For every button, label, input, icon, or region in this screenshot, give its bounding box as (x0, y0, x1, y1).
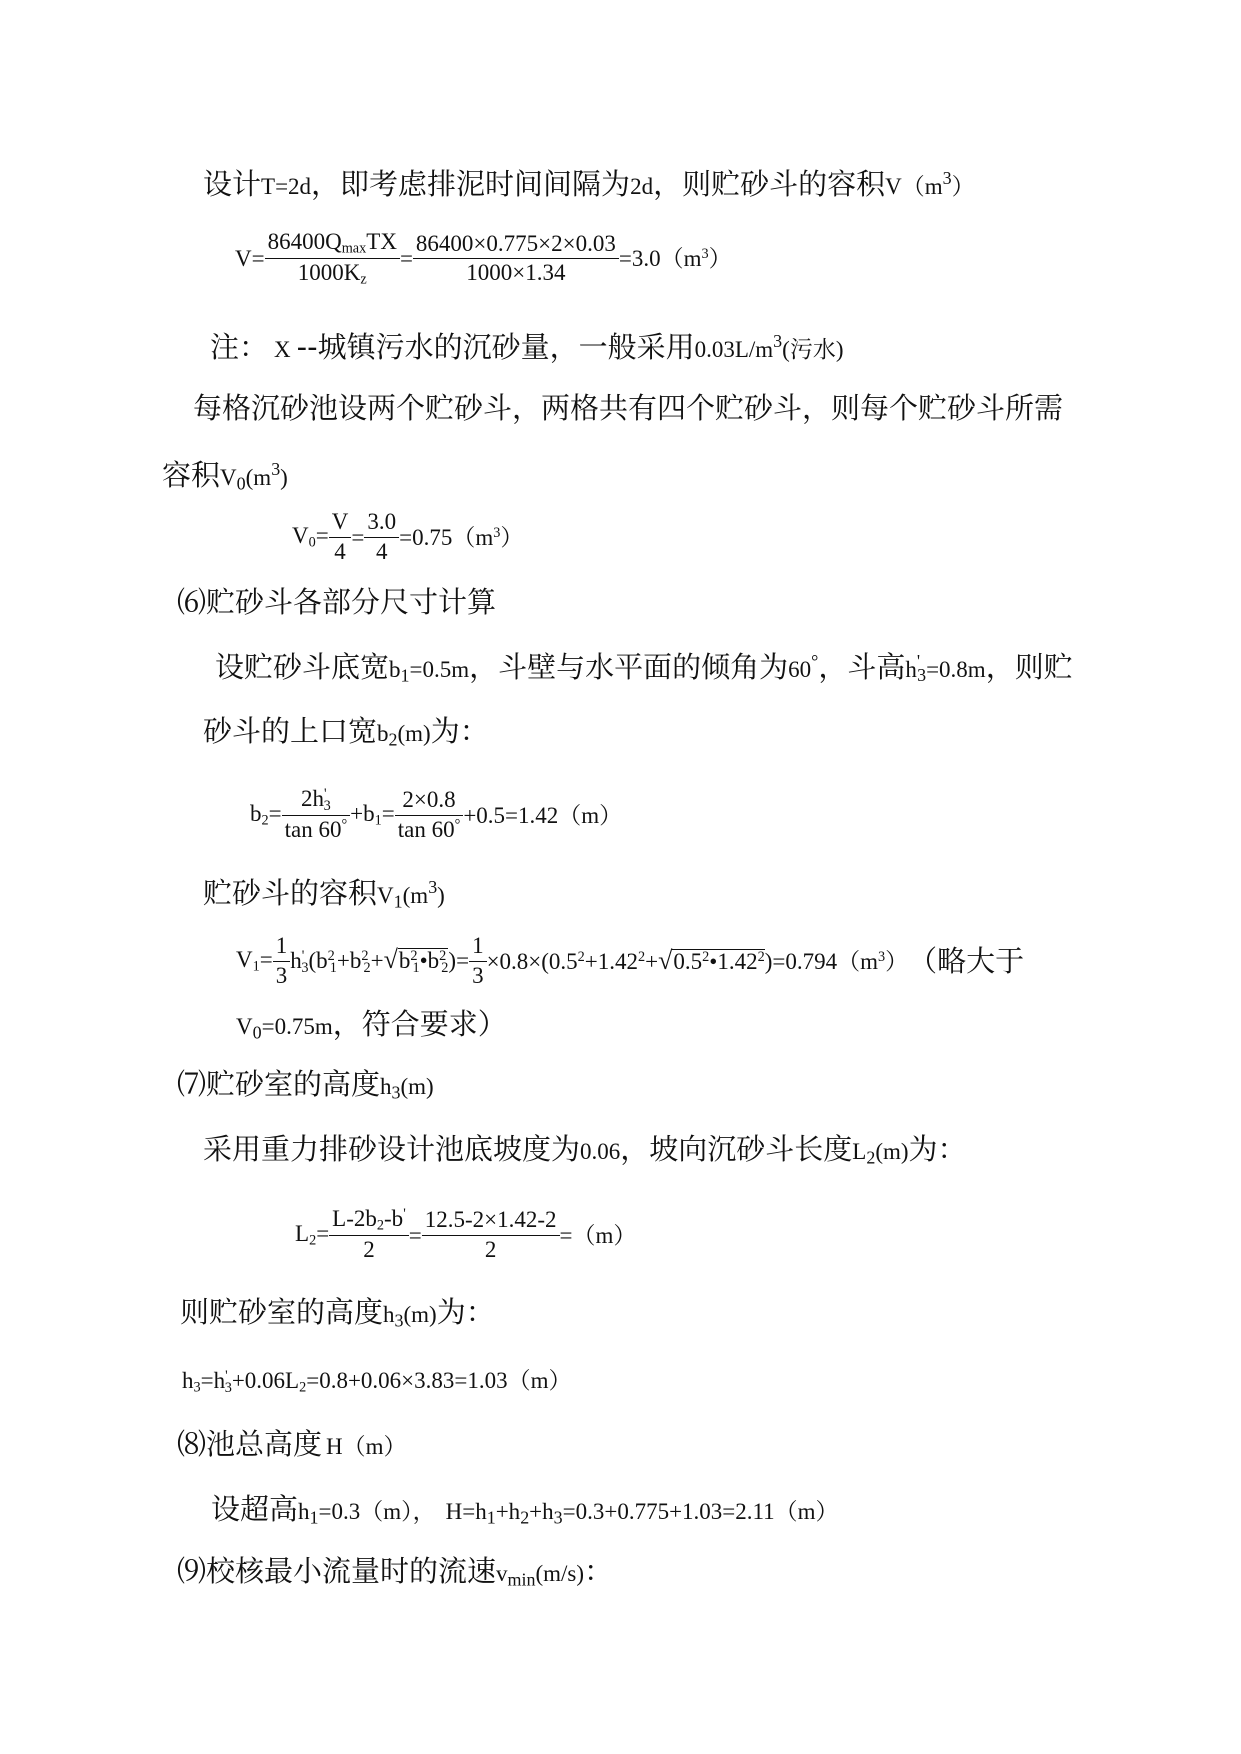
fraction: $\frac{86400\times 0.775\times 2\times 0.03}{1000\times 1.34}$ (413, 230, 619, 289)
equation-top-width: $b_2=$ $\frac{2h'_3}{\tan 60^\circ}$ $+b_1=$ $\frac{2\times 0.8}{\tan 60^\circ}$ +0.5=1.42（m） (250, 785, 622, 845)
paragraph-line: 贮砂斗的容积$V_1(m^3)$ (203, 875, 445, 912)
fraction: $\frac{86400Q_{max}TX}{1000K_z}$ (265, 228, 400, 290)
square-root: $b^2_1•b^2_2$ (398, 948, 449, 976)
equation-hopper-length: $L_2=$ $\frac{L-2b_2-b'}{2}$ = $\frac{12.5-2\times 1.42-2}{2}$ =（m） (295, 1205, 636, 1265)
equation-hopper-volume: $V_0=$ $\frac{V}{4}$ = $\frac{3.0}{4}$ $=0.75(m^3)$ (292, 508, 523, 567)
fraction: $\frac{1}{3}$ (273, 932, 291, 991)
paragraph-line: 容积$V_0(m^3)$ (162, 457, 288, 494)
equation-chamber-height: $h_3=h'_3+0.06L_2=0.8+0.06\times 3.83=1.03(m)$ (182, 1368, 572, 1396)
fraction: $\frac{1}{3}$ (469, 932, 487, 991)
fraction: $\frac{L-2b_2-b'}{2}$ (329, 1205, 409, 1265)
fraction: $\frac{12.5-2\times 1.42-2}{2}$ (422, 1206, 560, 1265)
section-heading: ⑺贮砂室的高度$h_3(m)$ (177, 1067, 434, 1103)
fraction: $\frac{2h'_3}{\tan 60^\circ}$ (282, 785, 351, 845)
section-heading: ⑹贮砂斗各部分尺寸计算 (177, 585, 497, 619)
paragraph-line: 设贮砂斗底宽$b_1=0.5m$，斗壁与水平面的倾角为60°，斗高$h'_3=0.8m$，则贮 (215, 649, 1073, 686)
square-root: $0.5^2•1.42^2$ (673, 949, 765, 975)
note-line: 注： X --城镇污水的沉砂量，一般采用$0.03L/m^3$(污水) (210, 329, 844, 364)
fraction: $\frac{3.0}{4}$ (364, 508, 399, 567)
equation-total-volume: V= $\frac{86400Q_{max}TX}{1000K_z}$ = $\frac{86400\times 0.775\times 2\times 0.03}{1000\times 1.34}$ $=3.0(m^3)$ (235, 229, 732, 288)
design-period-line: 设计T=2d，即考虑排泥时间间隔为2d，则贮砂斗的容积$V(m^3)$ (203, 166, 975, 201)
paragraph-line: 设超高$h_1=0.3(m)$， $H=h_1+h_2+h_3=0.3+0.775+1.03=2.11(m)$ (211, 1492, 839, 1528)
paragraph-line: 每格沉砂池设两个贮砂斗，两格共有四个贮砂斗，则每个贮砂斗所需 (193, 391, 1064, 425)
paragraph-line: 采用重力排砂设计池底坡度为0.06，坡向沉砂斗长度$L_2(m)$为： (203, 1132, 967, 1168)
section-heading: ⑻池总高度 H（m） (177, 1427, 407, 1461)
paragraph-line: 则贮砂室的高度$h_3(m)$为： (180, 1295, 495, 1331)
paragraph-line: $V_0=0.75m$，符合要求） (236, 1007, 507, 1043)
fraction: $\frac{2\times 0.8}{\tan 60^\circ}$ (395, 786, 464, 845)
paragraph-line: 砂斗的上口宽$b_2(m)$为： (203, 714, 489, 750)
fraction: $\frac{V}{4}$ (329, 508, 352, 567)
equation-hopper-capacity: $V_1=$ $\frac{1}{3}$ $h'_3(b^2_1+b^2_2+√b^2_1•b^2_2)=$ $\frac{1}{3}$ $\times 0.8\times(0.5^2+1.42^2+√0.5^2•1.42^2)=0.794(m^3)$（略大于 (236, 932, 1024, 991)
section-heading: ⑼校核最小流量时的流速$v_{min}(m/s)$： (177, 1554, 614, 1590)
